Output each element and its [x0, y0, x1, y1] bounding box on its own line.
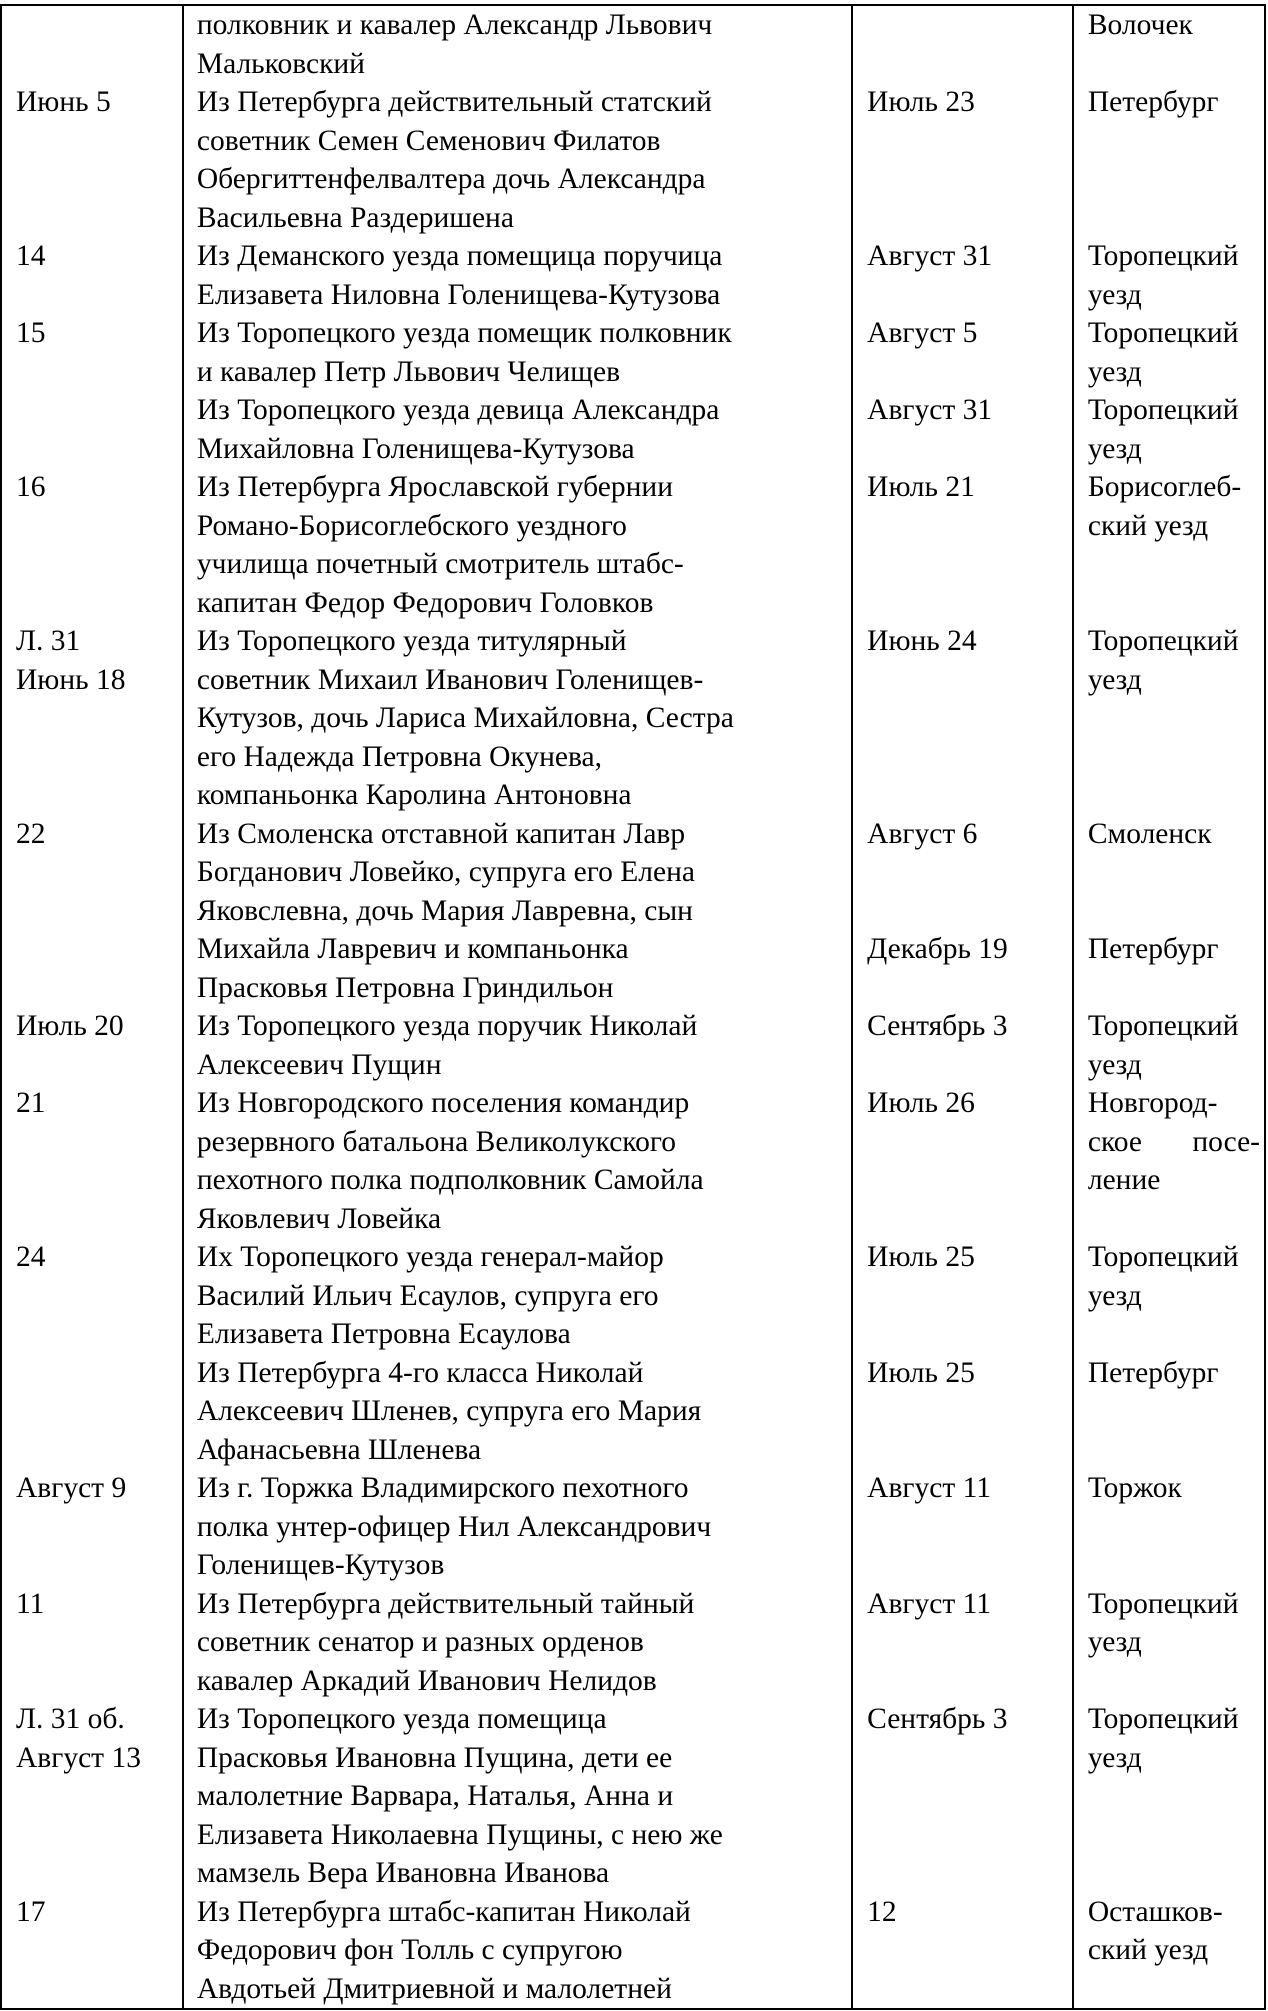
text-line: Из Торопецкого уезда титулярный	[196, 625, 627, 657]
text-line: Авдотьей Дмитриевной и малолетней	[196, 1972, 672, 2005]
text-line: ский уезд	[1087, 1934, 1209, 1966]
destination-cell	[1073, 391, 1265, 468]
text-line: и кавалер Петр Львович Челищев	[196, 355, 621, 388]
entry-text-cell	[183, 1700, 852, 1893]
entry-text-cell	[183, 314, 852, 391]
register-row	[1, 622, 1265, 815]
text-line: уезд	[1087, 663, 1142, 696]
text-line: 24	[16, 1241, 46, 1273]
text-line: Богданович Ловейко, супруга его Елена	[196, 856, 695, 888]
date-cell	[1, 622, 183, 815]
entry-text-cell	[183, 391, 852, 468]
date-cell	[1, 1469, 183, 1585]
text-line: училища почетный смотритель штабс-	[196, 548, 684, 580]
text-line	[867, 853, 1066, 892]
text-line: Петербург	[1087, 1356, 1219, 1389]
text-line: Июль 26	[867, 1087, 975, 1119]
text-line: Торопецкий	[1087, 317, 1239, 349]
text-line: Из Петербурга Ярославской губернии	[196, 471, 673, 503]
text-line: уезд	[1087, 432, 1142, 465]
text-line: Из Петербурга 4-го класса Николай	[196, 1356, 644, 1389]
text-line: резервного батальона Великолукского	[196, 1125, 676, 1158]
date-cell	[1, 5, 183, 83]
text-line: уезд	[1087, 355, 1142, 388]
text-line: Июнь 18	[16, 663, 126, 696]
text-line: 15	[16, 317, 46, 349]
text-line: Прасковья Ивановна Пущина, дети ее	[196, 1741, 673, 1774]
register-row	[1, 83, 1265, 237]
text-line: 22	[16, 817, 46, 850]
text-line: уезд	[1087, 278, 1142, 311]
entry-text-cell	[183, 1084, 852, 1238]
register-body	[1, 5, 1265, 2009]
register-row	[1, 1700, 1265, 1893]
text-line: Новгород-	[1087, 1087, 1218, 1119]
text-line: Афанасьевна Шленева	[196, 1433, 482, 1466]
departure-date-cell	[852, 314, 1073, 391]
register-row	[1, 1084, 1265, 1238]
text-line	[1088, 892, 1260, 931]
text-line: Торопецкий	[1087, 394, 1239, 426]
text-line: Торопецкий	[1087, 625, 1239, 657]
text-line: Из Торопецкого уезда девица Александра	[196, 394, 720, 426]
register-row	[1, 1893, 1265, 2010]
destination-cell	[1073, 1238, 1265, 1354]
entry-text-cell	[183, 83, 852, 237]
text-line: капитан Федор Федорович Головков	[196, 586, 654, 619]
text-line: 14	[16, 240, 46, 272]
date-cell	[1, 815, 183, 1008]
text-line: Торопецкий	[1087, 240, 1239, 272]
text-line	[867, 892, 1066, 931]
departure-date-cell	[852, 622, 1073, 815]
departure-date-cell	[852, 237, 1073, 314]
text-line: Кутузов, дочь Лариса Михайловна, Сестра	[196, 702, 734, 734]
text-line: Романо-Борисоглебского уездного	[196, 509, 627, 542]
text-line: 16	[16, 471, 46, 503]
departure-date-cell	[852, 1893, 1073, 2010]
text-line: Август 5	[867, 317, 978, 349]
destination-cell	[1073, 1585, 1265, 1701]
text-line: Торопецкий	[1087, 1241, 1239, 1273]
date-cell	[1, 468, 183, 622]
entry-text-cell	[183, 1007, 852, 1084]
text-line: советник сенатор и разных орденов	[196, 1626, 644, 1658]
text-line: Из Деманского уезда помещица поручица	[196, 240, 723, 272]
destination-cell	[1073, 815, 1265, 1008]
text-line: Август 11	[867, 1587, 992, 1620]
text-line: Торжок	[1087, 1472, 1182, 1504]
text-line: Алексеевич Шленев, супруга его Мария	[196, 1395, 702, 1427]
destination-cell	[1073, 83, 1265, 237]
date-cell	[1, 1238, 183, 1354]
text-line: полковник и кавалер Александр Львович	[196, 9, 713, 41]
text-line: уезд	[1087, 1626, 1142, 1658]
text-line: Алексеевич Пущин	[196, 1048, 442, 1081]
text-line: Обергиттенфелвалтера дочь Александра	[196, 163, 706, 195]
text-line: Торопецкий	[1087, 1703, 1239, 1735]
entry-text-cell	[183, 1238, 852, 1354]
text-line: советник Семен Семенович Филатов	[196, 124, 661, 157]
register-row	[1, 1007, 1265, 1084]
date-cell	[1, 1585, 183, 1701]
register-row	[1, 391, 1265, 468]
text-line: кавалер Аркадий Иванович Нелидов	[196, 1664, 657, 1697]
register-row	[1, 1585, 1265, 1701]
text-line: мамзель Вера Ивановна Иванова	[196, 1857, 610, 1889]
text-line: ское посе-	[1087, 1125, 1260, 1158]
text-line: Петербург	[1087, 86, 1219, 118]
text-line: 12	[867, 1895, 897, 1928]
text-line: ление	[1087, 1164, 1161, 1196]
text-line: Сентябрь 3	[867, 1703, 1008, 1735]
register-row	[1, 237, 1265, 314]
departure-date-cell	[852, 815, 1073, 1008]
text-line: Из г. Торжка Владимирского пехотного	[196, 1472, 689, 1504]
text-line: Елизавета Ниловна Голенищева-Кутузова	[196, 278, 721, 311]
text-line: 17	[16, 1895, 46, 1928]
text-line: Август 31	[867, 394, 993, 426]
destination-cell	[1073, 314, 1265, 391]
text-line: пехотного полка подполковник Самойла	[196, 1164, 704, 1196]
text-line: уезд	[1087, 1741, 1142, 1774]
departure-date-cell	[852, 1238, 1073, 1354]
date-cell	[1, 391, 183, 468]
date-cell	[1, 1700, 183, 1893]
text-line: Голенищев-Кутузов	[196, 1549, 445, 1581]
destination-cell	[1073, 1007, 1265, 1084]
destination-cell	[1073, 1700, 1265, 1893]
text-line: Декабрь 19	[867, 933, 1008, 965]
text-line: Июль 23	[867, 86, 975, 118]
text-line: Из Торопецкого уезда помещица	[196, 1703, 607, 1735]
text-line: Осташков-	[1087, 1895, 1223, 1928]
text-line: Борисоглеб-	[1087, 471, 1242, 503]
date-cell	[1, 1007, 183, 1084]
text-line: Июль 25	[867, 1356, 975, 1389]
text-line: Елизавета Николаевна Пущины, с нею же	[196, 1818, 723, 1851]
text-line: Волочек	[1087, 9, 1193, 41]
register-row	[1, 1238, 1265, 1354]
text-line: уезд	[1087, 1279, 1142, 1312]
entry-text-cell	[183, 1585, 852, 1701]
text-line: 11	[16, 1587, 45, 1620]
text-line: Яковслевна, дочь Мария Лавревна, сын	[196, 894, 693, 927]
text-line: Л. 31 об.	[16, 1703, 125, 1735]
entry-text-cell	[183, 622, 852, 815]
text-line: Из Торопецкого уезда помещик полковник	[196, 317, 732, 349]
entry-text-cell	[183, 1893, 852, 2010]
destination-cell	[1073, 237, 1265, 314]
date-cell	[1, 237, 183, 314]
departure-date-cell	[852, 5, 1073, 83]
entry-text-cell	[183, 468, 852, 622]
departure-date-cell	[852, 1469, 1073, 1585]
departure-date-cell	[852, 83, 1073, 237]
departure-date-cell	[852, 1007, 1073, 1084]
register-row	[1, 1354, 1265, 1470]
departure-date-cell	[852, 468, 1073, 622]
text-line: Васильевна Раздеришена	[196, 201, 514, 234]
text-line: Михайловна Голенищева-Кутузова	[196, 432, 635, 465]
text-line: Сентябрь 3	[867, 1010, 1008, 1042]
register-row	[1, 468, 1265, 622]
text-line: малолетние Варвара, Наталья, Анна и	[196, 1780, 674, 1812]
text-line: Петербург	[1087, 933, 1219, 965]
entry-text-cell	[183, 1469, 852, 1585]
departure-date-cell	[852, 1354, 1073, 1470]
entry-text-cell	[183, 237, 852, 314]
text-line: полка унтер-офицер Нил Александрович	[196, 1510, 712, 1543]
arrivals-register-table	[0, 4, 1266, 2010]
text-line: Федорович фон Толль с супругою	[196, 1934, 623, 1966]
text-line: Из Петербурга действительный статский	[196, 86, 712, 118]
text-line: Июнь 24	[867, 625, 977, 657]
text-line: ский уезд	[1087, 509, 1209, 542]
departure-date-cell	[852, 391, 1073, 468]
date-cell	[1, 314, 183, 391]
date-cell	[1, 1354, 183, 1470]
text-line: Август 9	[16, 1472, 127, 1504]
text-line: 21	[16, 1087, 46, 1119]
date-cell	[1, 1893, 183, 2010]
text-line: Мальковский	[196, 47, 365, 80]
text-line: Из Смоленска отставной капитан Лавр	[196, 817, 686, 850]
entry-text-cell	[183, 5, 852, 83]
entry-text-cell	[183, 1354, 852, 1470]
text-line: Прасковья Петровна Гриндильон	[196, 971, 614, 1004]
text-line: Л. 31	[16, 625, 81, 657]
text-line: Июнь 5	[16, 86, 111, 118]
register-row	[1, 5, 1265, 83]
departure-date-cell	[852, 1700, 1073, 1893]
text-line: Август 11	[867, 1472, 992, 1504]
destination-cell	[1073, 1354, 1265, 1470]
text-line: Их Торопецкого уезда генерал-майор	[196, 1241, 664, 1273]
date-cell	[1, 1084, 183, 1238]
destination-cell	[1073, 1469, 1265, 1585]
text-line: Июль 21	[867, 471, 975, 503]
text-line: Василий Ильич Есаулов, супруга его	[196, 1279, 659, 1312]
text-line: Михайла Лавревич и компаньонка	[196, 933, 629, 965]
text-line: Из Петербурга штабс-капитан Николай	[196, 1895, 691, 1928]
text-line: Июль 20	[16, 1010, 124, 1042]
text-line: Торопецкий	[1087, 1010, 1239, 1042]
text-line: Из Торопецкого уезда поручик Николай	[196, 1010, 698, 1042]
destination-cell	[1073, 622, 1265, 815]
destination-cell	[1073, 468, 1265, 622]
text-line: его Надежда Петровна Окунева,	[196, 740, 603, 773]
register-row	[1, 314, 1265, 391]
text-line	[1088, 853, 1260, 892]
destination-cell	[1073, 1893, 1265, 2010]
text-line: Из Петербурга действительный тайный	[196, 1587, 695, 1620]
text-line: компаньонка Каролина Антоновна	[196, 779, 632, 811]
text-line: Торопецкий	[1087, 1587, 1239, 1620]
destination-cell	[1073, 1084, 1265, 1238]
date-cell	[1, 83, 183, 237]
text-line: уезд	[1087, 1048, 1142, 1081]
text-line: Из Новгородского поселения командир	[196, 1087, 690, 1119]
text-line: Август 13	[16, 1741, 141, 1774]
text-line: Смоленск	[1087, 817, 1212, 850]
text-line: Август 6	[867, 817, 978, 850]
text-line: советник Михаил Иванович Голенищев-	[196, 663, 704, 696]
register-row	[1, 815, 1265, 1008]
text-line: Елизавета Петровна Есаулова	[196, 1318, 571, 1350]
text-line: Яковлевич Ловейка	[196, 1202, 442, 1235]
entry-text-cell	[183, 815, 852, 1008]
departure-date-cell	[852, 1084, 1073, 1238]
register-row	[1, 1469, 1265, 1585]
departure-date-cell	[852, 1585, 1073, 1701]
text-line: Июль 25	[867, 1241, 975, 1273]
text-line: Август 31	[867, 240, 993, 272]
destination-cell	[1073, 5, 1265, 83]
